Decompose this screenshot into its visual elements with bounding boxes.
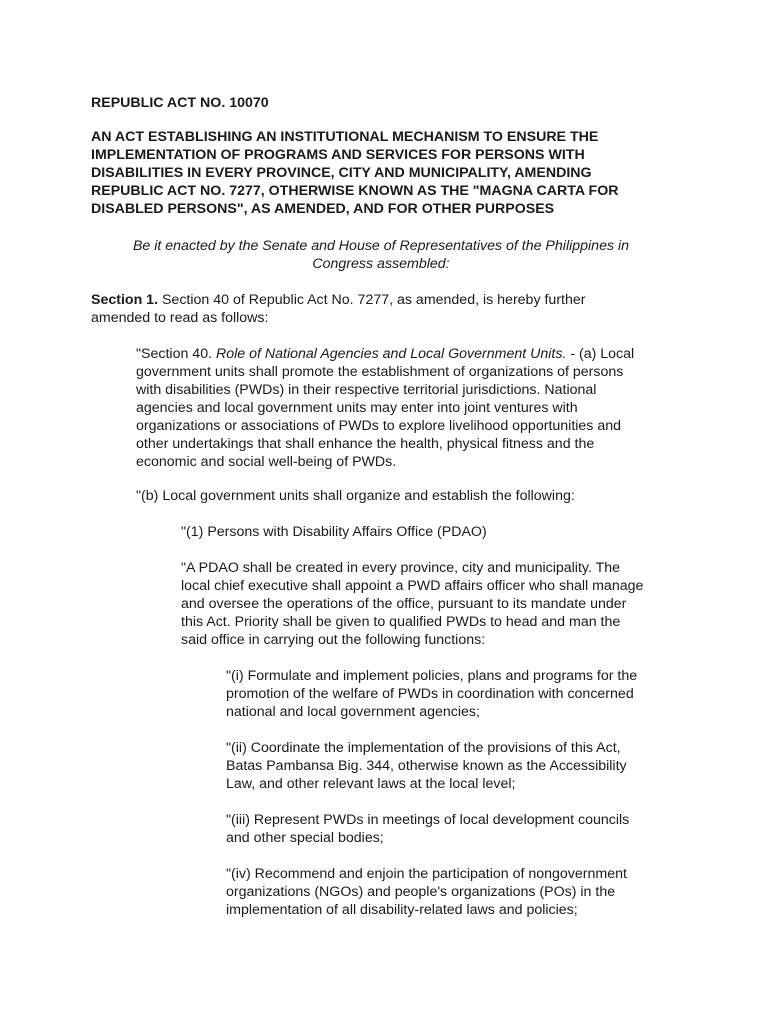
title-line: AN ACT ESTABLISHING AN INSTITUTIONAL MECHANISM TO ENSURE THE — [91, 129, 599, 145]
item-iii-line: "(iii) Represent PWDs in meetings of local development councils — [226, 812, 630, 828]
section-1-paragraph — [91, 291, 631, 327]
title-line: DISABLED PERSONS", AS AMENDED, AND FOR OTHER PURPOSES — [91, 201, 555, 217]
item-iv-line: implementation of all disability-related laws and policies; — [226, 902, 578, 918]
pdao-line: local chief executive shall appoint a PWD affairs officer who shall manage — [181, 578, 644, 594]
item-iv-line: organizations (NGOs) and people's organizations (POs) in the — [226, 884, 616, 900]
item-i-line: national and local government agencies; — [226, 704, 480, 720]
pdao-line: "A PDAO shall be created in every province, city and municipality. The — [181, 560, 621, 576]
item-i-line: promotion of the welfare of PWDs in coordination with concerned — [226, 686, 634, 702]
section-40-text: economic and social well-being of PWDs. — [136, 454, 397, 470]
enacting-line: Congress assembled: — [312, 256, 450, 272]
act-number: REPUBLIC ACT NO. 10070 — [91, 95, 269, 111]
section-1-label: Section 1. — [91, 292, 159, 308]
item-ii-line: Law, and other relevant laws at the local level; — [226, 776, 516, 792]
item-ii-line: "(ii) Coordinate the implementation of the provisions of this Act, — [226, 740, 621, 756]
paragraph-1: "(1) Persons with Disability Affairs Office (PDAO) — [181, 524, 487, 540]
section-40-text: with disabilities (PWDs) in their respective territorial jurisdictions. National — [136, 382, 597, 398]
section-1-text: amended to read as follows: — [91, 310, 269, 326]
pdao-line: and oversee the operations of the office, pursuant to its mandate under — [181, 596, 627, 612]
item-iv-line: "(iv) Recommend and enjoin the participation of nongovernment — [226, 866, 627, 882]
item-iv — [226, 865, 666, 919]
pdao-line: said office in carrying out the following functions: — [181, 632, 486, 648]
section-40-heading: Role of National Agencies and Local Government Units. — [215, 346, 567, 362]
enacting-clause — [91, 237, 671, 273]
item-iii-line: and other special bodies; — [226, 830, 384, 846]
item-ii-line: Batas Pambansa Big. 344, otherwise known as the Accessibility — [226, 758, 627, 774]
item-i — [226, 667, 666, 721]
item-ii — [226, 739, 666, 793]
title-line: REPUBLIC ACT NO. 7277, OTHERWISE KNOWN AS THE "MAGNA CARTA FOR — [91, 183, 619, 199]
section-1-text: Section 40 of Republic Act No. 7277, as amended, is hereby further — [158, 292, 586, 308]
title-line: DISABILITIES IN EVERY PROVINCE, CITY AND MUNICIPALITY, AMENDING — [91, 165, 592, 181]
pdao-line: this Act. Priority shall be given to qualified PWDs to head and man the — [181, 614, 621, 630]
item-i-line: "(i) Formulate and implement policies, plans and programs for the — [226, 668, 638, 684]
section-40-prefix: "Section 40. — [136, 346, 216, 362]
enacting-line: Be it enacted by the Senate and House of Representatives of the Philippines in — [132, 238, 630, 254]
paragraph-b: "(b) Local government units shall organize and establish the following: — [136, 488, 575, 504]
section-40-text: - (a) Local — [566, 346, 635, 362]
item-iii — [226, 811, 666, 847]
section-40-text: government units shall promote the establishment of organizations of persons — [136, 364, 624, 380]
section-40-text: other undertakings that shall enhance the health, physical fitness and the — [136, 436, 595, 452]
section-40-text: organizations or associations of PWDs to explore livelihood opportunities and — [136, 418, 622, 434]
title-line: IMPLEMENTATION OF PROGRAMS AND SERVICES FOR PERSONS WITH — [91, 147, 585, 163]
act-title — [91, 128, 691, 218]
section-40-paragraph — [136, 345, 672, 471]
pdao-paragraph — [181, 559, 681, 649]
section-40-text: agencies and local government units may enter into joint ventures with — [136, 400, 578, 416]
